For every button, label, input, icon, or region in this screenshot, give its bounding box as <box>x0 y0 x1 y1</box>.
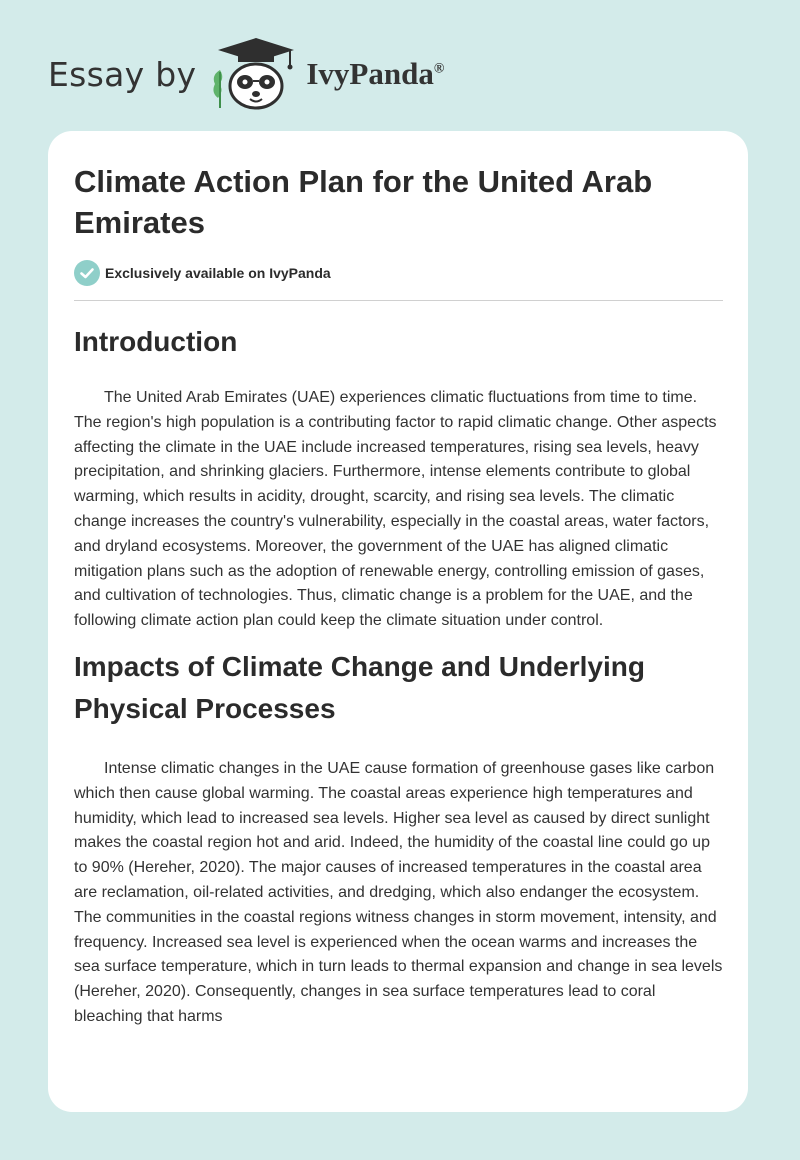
panda-logo-icon[interactable] <box>208 36 304 112</box>
section-paragraph-introduction: The United Arab Emirates (UAE) experiences climatic fluctuations from time to time. The region's high population is a contributing factor to rapid climatic change. Other aspects affecting the climate in the UAE include increased temperatures, rising sea levels, heavy precipitation, and shrinking glaciers. Furthermore, intense elements contribute to global warming, which results in acidity, drought, scarcity, and rising sea levels. The climatic change increases the country's vulnerability, especially in the coastal areas, water factors, and dryland ecosystems. Moreover, the government of the UAE has aligned climatic mitigation plans such as the adoption of renewable energy, controlling emission of gases, and cultivation of technologies. Thus, climatic change is a problem for the UAE, and the following climate action plan could keep the climate situation under control. <box>74 389 717 630</box>
exclusive-badge <box>74 260 723 286</box>
essay-card <box>48 131 748 1112</box>
page-title: Climate Action Plan for the United Arab Emirates <box>74 164 653 240</box>
essay-content <box>74 161 723 1030</box>
check-circle-icon <box>74 260 100 286</box>
brand-name: IvyPanda® <box>306 56 445 91</box>
divider <box>74 300 723 301</box>
section-heading-impacts: Impacts of Climate Change and Underlying Physical Processes <box>74 650 645 724</box>
exclusive-badge-text: Exclusively available on IvyPanda <box>105 265 331 281</box>
section-paragraph-impacts: Intense climatic changes in the UAE cause formation of greenhouse gases like carbon which then cause global warming. The coastal areas experience high temperatures and humidity, which lead to increased sea levels. Higher sea level as caused by direct sunlight makes the coastal region hot and arid. Indeed, the humidity of the coastal line could go up to 90% (Hereher, 2020). The major causes of increased temperatures in the coastal area are reclamation, oil-related activities, and dredging, which also endanger the ecosystem. The communities in the coastal regions witness changes in storm movement, intensity, and frequency. Increased sea level is experienced when the ocean warms and increases the sea surface temperature, which in turn leads to thermal expansion and change in sea levels (Hereher, 2020). Consequently, changes in sea surface temperatures lead to coral bleaching that harms <box>74 759 723 1025</box>
section-heading-introduction: Introduction <box>74 326 238 357</box>
brand-prefix: Essay by <box>48 54 197 94</box>
site-header <box>48 36 444 112</box>
